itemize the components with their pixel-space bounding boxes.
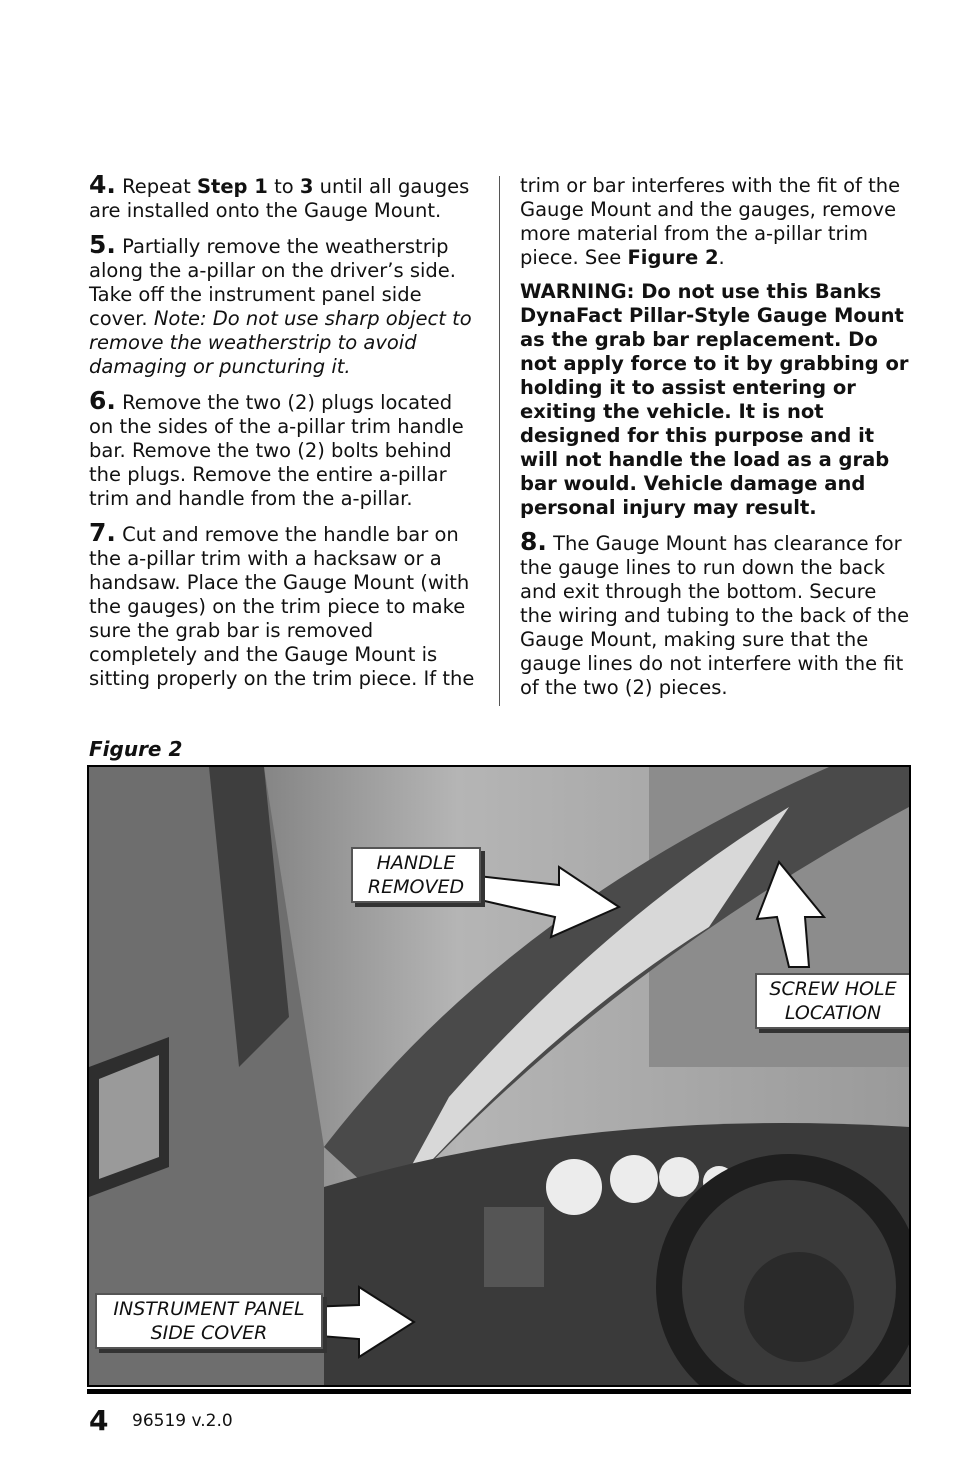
step-4: 4. Repeat Step 1 to 3 until all gauges are installed onto the Gauge Mount. bbox=[89, 170, 470, 222]
warning-paragraph: WARNING: Do not use this Banks DynaFact Pillar-Style Gauge Mount as the grab bar replacement. Do not apply force to it by grabbing or holding it to assist entering or exiting the vehicle. It is not designed for this purpose and it will not handle the load as a grab bar would. Vehicle damage and personal injury may result. bbox=[520, 280, 909, 519]
step-5: 5. Partially remove the weatherstrip along the a-pillar on the driver’s side. Take off the instrument panel side cover. Note: Do not use sharp object to remove the weatherstrip to avoid damaging or puncturing it. bbox=[89, 230, 472, 378]
step-7: 7. Cut and remove the handle bar on the a-pillar trim with a hacksaw or a handsaw. Place the Gauge Mount (with the gauges) on the trim piece to make sure the grab bar is removed completely and the Gauge Mount is sitting properly on the trim piece. If the bbox=[89, 518, 475, 690]
left-column bbox=[89, 170, 481, 701]
callout-screw-hole: SCREW HOLE LOCATION bbox=[755, 973, 911, 1029]
figure-2-photo bbox=[87, 765, 911, 1387]
document-version: 96519 v.2.0 bbox=[132, 1411, 233, 1431]
footer-rule bbox=[87, 1389, 911, 1394]
step-6: 6. Remove the two (2) plugs located on the sides of the a-pillar trim handle bar. Remove the two (2) bolts behind the plugs. Remove the entire a-pillar trim and handle from the a-pillar. bbox=[89, 386, 464, 510]
page-number: 4 bbox=[89, 1404, 109, 1437]
figure-caption: Figure 2 bbox=[89, 737, 183, 761]
right-column bbox=[520, 174, 912, 710]
callout-handle-removed: HANDLE REMOVED bbox=[351, 847, 481, 903]
step-8: 8. The Gauge Mount has clearance for the gauge lines to run down the back and exit through the bottom. Secure the wiring and tubing to the back of the Gauge Mount, making sure that the gauge lines do not interfere with the fit of the two (2) pieces. bbox=[520, 527, 910, 699]
step-7-continued: trim or bar interferes with the fit of the Gauge Mount and the gauges, remove more material from the a-pillar trim piece. See Figure 2. bbox=[520, 174, 901, 269]
column-divider bbox=[499, 176, 500, 706]
callout-instrument-panel: INSTRUMENT PANEL SIDE COVER bbox=[95, 1293, 323, 1349]
